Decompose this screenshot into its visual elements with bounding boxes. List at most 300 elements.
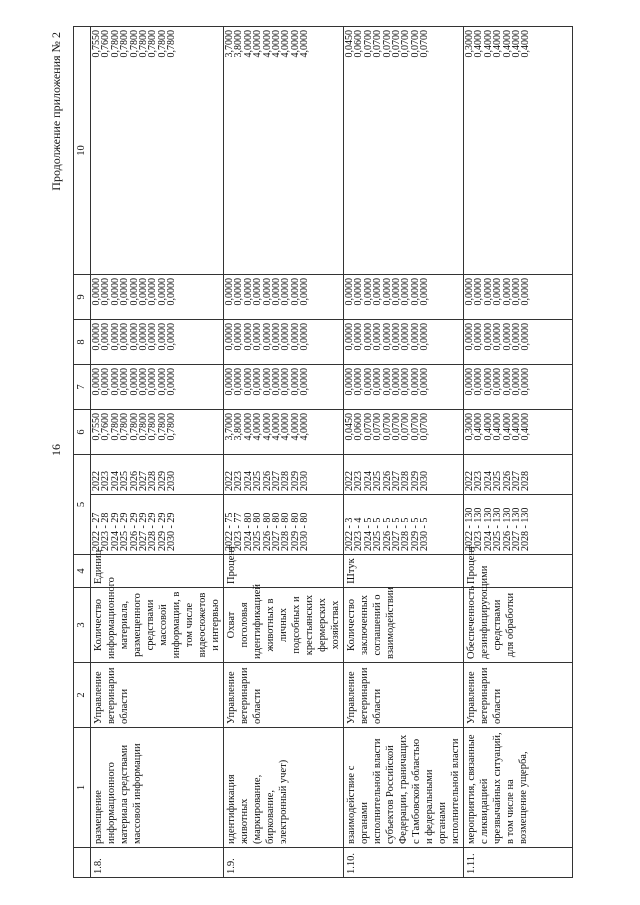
- header-cell-9: 9: [74, 275, 91, 320]
- values-col-9-line: 0,0000: [100, 278, 112, 306]
- values-col-10-line: 4,0000: [261, 30, 273, 58]
- values-col-8-line: 0,0000: [138, 323, 150, 351]
- values-col-6-line: 0,7800: [156, 413, 168, 441]
- years-list-line: 2026: [381, 471, 393, 491]
- values-col-10-line: 4,0000: [271, 30, 283, 58]
- years-list-line: 2024: [109, 471, 121, 491]
- table-row: [464, 27, 573, 878]
- values-col-6-line: 4,0000: [261, 413, 273, 441]
- target-values-line: 2025 - 130: [492, 507, 504, 551]
- header-cell-10: 10: [74, 27, 91, 275]
- values-col-7-line: 0,0000: [261, 368, 273, 396]
- values-col-6-line: 3,7000: [224, 413, 235, 441]
- target-values-line: 2025 - 5: [372, 517, 384, 551]
- values-col-8: [224, 320, 344, 365]
- values-col-6-line: 0,4000: [492, 413, 504, 441]
- values-col-6-line: 0,4000: [511, 413, 523, 441]
- values-col-8-line: 0,0000: [362, 323, 374, 351]
- values-col-7-line: 0,0000: [100, 368, 112, 396]
- values-col-8-line: 0,0000: [128, 323, 140, 351]
- target-values: [224, 495, 344, 555]
- values-col-10-line: 0,4000: [473, 30, 485, 58]
- values-col-8-line: 0,0000: [520, 323, 532, 351]
- values-col-7-line: 0,0000: [353, 368, 365, 396]
- values-col-7-line: 0,0000: [409, 368, 421, 396]
- values-col-10-line: 0,7800: [119, 30, 131, 58]
- values-col-7-line: 0,0000: [109, 368, 121, 396]
- values-col-10-line: 0,4000: [520, 30, 532, 58]
- values-col-10-line: 0,3000: [464, 30, 475, 58]
- values-col-9-line: 0,0000: [224, 278, 235, 306]
- target-values-line: 2023 - 130: [473, 507, 485, 551]
- values-col-8-line: 0,0000: [261, 323, 273, 351]
- values-col-9-line: 0,0000: [119, 278, 131, 306]
- values-col-7-line: 0,0000: [252, 368, 264, 396]
- years-list-line: 2022: [224, 471, 235, 491]
- indicator-name: Охват поголовья идентификацией животных в личных подсобных и крестьянских фермерских хозяйствах: [224, 588, 344, 663]
- years-list-line: 2028: [400, 471, 412, 491]
- values-col-8-line: 0,0000: [242, 323, 254, 351]
- values-col-9: [464, 275, 573, 320]
- years-list-line: 2025: [119, 471, 131, 491]
- target-values-line: 2024 - 5: [362, 517, 374, 551]
- values-col-10-line: 0,7800: [166, 30, 178, 58]
- values-col-10: [344, 27, 464, 275]
- target-values-line: 2027 - 130: [511, 507, 523, 551]
- target-values-line: 2029 - 5: [409, 517, 421, 551]
- values-col-6-line: 0,4000: [473, 413, 485, 441]
- header-cell-5: 5: [74, 455, 91, 555]
- activity-name: размещение информационного материала средствами массовой информации: [91, 728, 224, 848]
- values-col-9-line: 0,0000: [492, 278, 504, 306]
- values-col-10-line: 0,7800: [156, 30, 168, 58]
- target-values-line: 2022 - 3: [344, 517, 355, 551]
- values-col-10-line: 0,0700: [372, 30, 384, 58]
- activity-name: взаимодействие с органами исполнительной власти субъектов Российской Федерации, граничащих с Тамбовской областью и федеральными органами исполнительной власти: [344, 728, 464, 848]
- values-col-7-line: 0,0000: [372, 368, 384, 396]
- target-values-line: 2022 - 27: [91, 512, 102, 551]
- values-col-9-line: 0,0000: [271, 278, 283, 306]
- target-values-line: 2028 - 5: [400, 517, 412, 551]
- values-col-7-line: 0,0000: [511, 368, 523, 396]
- values-col-7-line: 0,0000: [501, 368, 513, 396]
- values-col-8-line: 0,0000: [271, 323, 283, 351]
- target-values-line: 2022 - 75: [224, 512, 235, 551]
- values-col-10-line: 4,0000: [289, 30, 301, 58]
- years-list-line: 2026: [501, 471, 513, 491]
- header-cell-7: 7: [74, 365, 91, 410]
- header-row: [74, 27, 91, 878]
- values-col-9-line: 0,0000: [299, 278, 311, 306]
- years-list-line: 2030: [299, 471, 311, 491]
- years-list-line: 2022: [344, 471, 355, 491]
- years-list-line: 2022: [91, 471, 102, 491]
- years-list-line: 2030: [166, 471, 178, 491]
- values-col-9-line: 0,0000: [109, 278, 121, 306]
- values-col-9-line: 0,0000: [501, 278, 513, 306]
- values-col-10-line: 0,0700: [400, 30, 412, 58]
- values-col-9: [91, 275, 224, 320]
- values-col-6-line: 0,3000: [464, 413, 475, 441]
- values-col-6-line: 0,0700: [419, 413, 431, 441]
- values-col-6: [224, 410, 344, 455]
- values-col-8-line: 0,0000: [492, 323, 504, 351]
- appendix-table: [73, 26, 573, 878]
- values-col-9: [344, 275, 464, 320]
- values-col-8-line: 0,0000: [482, 323, 494, 351]
- values-col-8-line: 0,0000: [299, 323, 311, 351]
- years-list: [344, 455, 464, 495]
- header-cell-8: 8: [74, 320, 91, 365]
- values-col-7-line: 0,0000: [473, 368, 485, 396]
- values-col-7-line: 0,0000: [381, 368, 393, 396]
- target-values-line: 2030 - 5: [419, 517, 431, 551]
- target-values-line: 2027 - 5: [391, 517, 403, 551]
- values-col-8-line: 0,0000: [344, 323, 355, 351]
- years-list-line: 2028: [147, 471, 159, 491]
- values-col-8-line: 0,0000: [381, 323, 393, 351]
- years-list-line: 2024: [482, 471, 494, 491]
- values-col-8-line: 0,0000: [511, 323, 523, 351]
- unit-of-measure: Штук: [344, 555, 464, 588]
- responsible-org: Управление ветеринарии области: [464, 663, 573, 728]
- row-number: 1.8.: [91, 848, 224, 878]
- values-col-9-line: 0,0000: [280, 278, 292, 306]
- values-col-8: [464, 320, 573, 365]
- values-col-9-line: 0,0000: [147, 278, 159, 306]
- values-col-10-line: 0,7800: [138, 30, 150, 58]
- values-col-7-line: 0,0000: [344, 368, 355, 396]
- values-col-7-line: 0,0000: [520, 368, 532, 396]
- values-col-9-line: 0,0000: [362, 278, 374, 306]
- values-col-10: [91, 27, 224, 275]
- row-number: 1.11.: [464, 848, 573, 878]
- values-col-8-line: 0,0000: [109, 323, 121, 351]
- values-col-10-line: 3,8000: [233, 30, 245, 58]
- table-row: [224, 27, 344, 878]
- years-list-line: 2023: [353, 471, 365, 491]
- target-values-line: 2026 - 130: [501, 507, 513, 551]
- years-list-line: 2022: [464, 471, 475, 491]
- values-col-7-line: 0,0000: [362, 368, 374, 396]
- values-col-6-line: 0,0700: [400, 413, 412, 441]
- values-col-7-line: 0,0000: [400, 368, 412, 396]
- years-list-line: 2025: [252, 471, 264, 491]
- target-values-line: 2029 - 29: [156, 512, 168, 551]
- values-col-7-line: 0,0000: [299, 368, 311, 396]
- values-col-8-line: 0,0000: [473, 323, 485, 351]
- values-col-8-line: 0,0000: [100, 323, 112, 351]
- values-col-10-line: 0,0600: [353, 30, 365, 58]
- values-col-10-line: 0,0700: [391, 30, 403, 58]
- values-col-10-line: 0,0450: [344, 30, 355, 58]
- values-col-8-line: 0,0000: [224, 323, 235, 351]
- page-number: 16: [49, 444, 63, 456]
- target-values-line: 2026 - 80: [261, 512, 273, 551]
- values-col-8-line: 0,0000: [289, 323, 301, 351]
- target-values-line: 2023 - 28: [100, 512, 112, 551]
- values-col-7-line: 0,0000: [138, 368, 150, 396]
- values-col-9-line: 0,0000: [511, 278, 523, 306]
- table-row: [344, 27, 464, 878]
- values-col-7: [224, 365, 344, 410]
- values-col-6-line: 0,7800: [128, 413, 140, 441]
- target-values-line: 2030 - 80: [299, 512, 311, 551]
- values-col-10-line: 4,0000: [280, 30, 292, 58]
- responsible-org: Управление ветеринарии области: [344, 663, 464, 728]
- values-col-7-line: 0,0000: [119, 368, 131, 396]
- values-col-7-line: 0,0000: [289, 368, 301, 396]
- values-col-7-line: 0,0000: [233, 368, 245, 396]
- values-col-8-line: 0,0000: [372, 323, 384, 351]
- header-cell-1: 1: [74, 728, 91, 848]
- target-values-line: 2025 - 80: [252, 512, 264, 551]
- values-col-6-line: 4,0000: [271, 413, 283, 441]
- values-col-10: [464, 27, 573, 275]
- values-col-9-line: 0,0000: [138, 278, 150, 306]
- values-col-10: [224, 27, 344, 275]
- years-list-line: 2027: [511, 471, 523, 491]
- values-col-8-line: 0,0000: [464, 323, 475, 351]
- indicator-name: Обеспеченность дезинфицирующими средствами для обработки: [464, 588, 573, 663]
- values-col-10-line: 0,0700: [409, 30, 421, 58]
- target-values-line: 2025 - 29: [119, 512, 131, 551]
- unit-of-measure: Процент: [224, 555, 344, 588]
- target-values-line: 2027 - 80: [271, 512, 283, 551]
- values-col-6-line: 0,4000: [520, 413, 532, 441]
- values-col-8: [91, 320, 224, 365]
- years-list-line: 2029: [409, 471, 421, 491]
- years-list-line: 2028: [280, 471, 292, 491]
- values-col-6-line: 0,0700: [381, 413, 393, 441]
- values-col-7-line: 0,0000: [280, 368, 292, 396]
- values-col-9-line: 0,0000: [464, 278, 475, 306]
- values-col-7: [344, 365, 464, 410]
- values-col-8-line: 0,0000: [166, 323, 178, 351]
- values-col-10-line: 0,4000: [501, 30, 513, 58]
- values-col-9-line: 0,0000: [242, 278, 254, 306]
- values-col-10-line: 0,7550: [91, 30, 102, 58]
- values-col-6: [464, 410, 573, 455]
- rotated-sheet: [45, 20, 610, 880]
- values-col-7-line: 0,0000: [128, 368, 140, 396]
- values-col-10-line: 4,0000: [299, 30, 311, 58]
- values-col-6-line: 0,7800: [109, 413, 121, 441]
- values-col-8-line: 0,0000: [409, 323, 421, 351]
- years-list-line: 2029: [156, 471, 168, 491]
- years-list-line: 2025: [372, 471, 384, 491]
- target-values-line: 2030 - 29: [166, 512, 178, 551]
- indicator-name: Количество заключенных соглашений о взаимодействии: [344, 588, 464, 663]
- values-col-9-line: 0,0000: [344, 278, 355, 306]
- values-col-6-line: 0,0600: [353, 413, 365, 441]
- values-col-8: [344, 320, 464, 365]
- values-col-6-line: 0,7800: [166, 413, 178, 441]
- values-col-7-line: 0,0000: [419, 368, 431, 396]
- values-col-8-line: 0,0000: [419, 323, 431, 351]
- responsible-org: Управление ветеринарии области: [224, 663, 344, 728]
- header-cell-spacer: [74, 848, 91, 878]
- values-col-7-line: 0,0000: [156, 368, 168, 396]
- values-col-9: [224, 275, 344, 320]
- header-cell-2: 2: [74, 663, 91, 728]
- values-col-9-line: 0,0000: [252, 278, 264, 306]
- values-col-8-line: 0,0000: [119, 323, 131, 351]
- values-col-7-line: 0,0000: [166, 368, 178, 396]
- target-values-line: 2028 - 130: [520, 507, 532, 551]
- values-col-9-line: 0,0000: [482, 278, 494, 306]
- row-number: 1.10.: [344, 848, 464, 878]
- values-col-6-line: 0,0450: [344, 413, 355, 441]
- years-list-line: 2029: [289, 471, 301, 491]
- values-col-6: [344, 410, 464, 455]
- values-col-6-line: 0,7800: [119, 413, 131, 441]
- years-list-line: 2023: [100, 471, 112, 491]
- years-list-line: 2028: [520, 471, 532, 491]
- years-list: [224, 455, 344, 495]
- target-values: [91, 495, 224, 555]
- values-col-10-line: 0,0700: [419, 30, 431, 58]
- values-col-7: [91, 365, 224, 410]
- indicator-name: Количество информационного материала, размещенного средствами массовой информации, в том числе видеосюжетов и интервью: [91, 588, 224, 663]
- target-values-line: 2027 - 29: [138, 512, 150, 551]
- header-cell-3: 3: [74, 588, 91, 663]
- years-list-line: 2024: [362, 471, 374, 491]
- values-col-8-line: 0,0000: [156, 323, 168, 351]
- values-col-9-line: 0,0000: [419, 278, 431, 306]
- values-col-8-line: 0,0000: [400, 323, 412, 351]
- values-col-10-line: 0,7600: [100, 30, 112, 58]
- activity-name: мероприятия, связанные с ликвидацией чрезвычайных ситуаций, в том числе на возмещение ущерба,: [464, 728, 573, 848]
- values-col-8-line: 0,0000: [147, 323, 159, 351]
- values-col-8-line: 0,0000: [280, 323, 292, 351]
- values-col-10-line: 4,0000: [252, 30, 264, 58]
- values-col-10-line: 0,0700: [381, 30, 393, 58]
- values-col-6-line: 0,7600: [100, 413, 112, 441]
- target-values-line: 2023 - 4: [353, 517, 365, 551]
- values-col-7-line: 0,0000: [391, 368, 403, 396]
- years-list: [91, 455, 224, 495]
- values-col-10-line: 0,4000: [482, 30, 494, 58]
- values-col-9-line: 0,0000: [372, 278, 384, 306]
- values-col-9-line: 0,0000: [391, 278, 403, 306]
- values-col-6-line: 4,0000: [252, 413, 264, 441]
- values-col-9-line: 0,0000: [289, 278, 301, 306]
- values-col-6-line: 0,0700: [409, 413, 421, 441]
- values-col-6-line: 4,0000: [299, 413, 311, 441]
- values-col-6-line: 0,4000: [501, 413, 513, 441]
- years-list-line: 2026: [261, 471, 273, 491]
- unit-of-measure: Процент: [464, 555, 573, 588]
- target-values-line: 2023 - 77: [233, 512, 245, 551]
- target-values-line: 2026 - 5: [381, 517, 393, 551]
- values-col-6-line: 4,0000: [242, 413, 254, 441]
- values-col-9-line: 0,0000: [400, 278, 412, 306]
- values-col-10-line: 3,7000: [224, 30, 235, 58]
- table-body: [91, 27, 573, 878]
- values-col-10-line: 0,7800: [109, 30, 121, 58]
- values-col-6-line: 0,7550: [91, 413, 102, 441]
- values-col-7-line: 0,0000: [224, 368, 235, 396]
- header-cell-6: 6: [74, 410, 91, 455]
- values-col-10-line: 0,0700: [362, 30, 374, 58]
- values-col-7-line: 0,0000: [482, 368, 494, 396]
- values-col-7-line: 0,0000: [492, 368, 504, 396]
- years-list-line: 2030: [419, 471, 431, 491]
- values-col-9-line: 0,0000: [261, 278, 273, 306]
- values-col-6-line: 3,8000: [233, 413, 245, 441]
- values-col-10-line: 0,4000: [492, 30, 504, 58]
- target-values: [464, 495, 573, 555]
- row-number: 1.9.: [224, 848, 344, 878]
- appendix-title: Продолжение приложения № 2: [49, 32, 63, 191]
- values-col-6-line: 0,4000: [482, 413, 494, 441]
- target-values-line: 2024 - 80: [242, 512, 254, 551]
- values-col-8-line: 0,0000: [501, 323, 513, 351]
- target-values-line: 2024 - 130: [482, 507, 494, 551]
- target-values-line: 2024 - 29: [109, 512, 121, 551]
- values-col-6-line: 0,0700: [372, 413, 384, 441]
- values-col-10-line: 0,4000: [511, 30, 523, 58]
- values-col-7-line: 0,0000: [271, 368, 283, 396]
- values-col-9-line: 0,0000: [473, 278, 485, 306]
- target-values-line: 2022 - 130: [464, 507, 475, 551]
- values-col-9-line: 0,0000: [128, 278, 140, 306]
- years-list-line: 2025: [492, 471, 504, 491]
- values-col-6-line: 0,0700: [391, 413, 403, 441]
- values-col-8-line: 0,0000: [233, 323, 245, 351]
- values-col-9-line: 0,0000: [91, 278, 102, 306]
- responsible-org: Управление ветеринарии области: [91, 663, 224, 728]
- unit-of-measure: Единиц: [91, 555, 224, 588]
- values-col-6-line: 0,0700: [362, 413, 374, 441]
- values-col-10-line: 0,7800: [147, 30, 159, 58]
- years-list-line: 2023: [233, 471, 245, 491]
- values-col-10-line: 0,7800: [128, 30, 140, 58]
- values-col-9-line: 0,0000: [409, 278, 421, 306]
- values-col-7: [464, 365, 573, 410]
- values-col-6-line: 0,7800: [147, 413, 159, 441]
- activity-name: идентификация животных (маркирование, биркование, электронный учет): [224, 728, 344, 848]
- values-col-9-line: 0,0000: [520, 278, 532, 306]
- values-col-9-line: 0,0000: [156, 278, 168, 306]
- values-col-6-line: 0,7800: [138, 413, 150, 441]
- target-values-line: 2028 - 80: [280, 512, 292, 551]
- header-cell-4: 4: [74, 555, 91, 588]
- years-list-line: 2027: [391, 471, 403, 491]
- values-col-8-line: 0,0000: [391, 323, 403, 351]
- values-col-8-line: 0,0000: [353, 323, 365, 351]
- years-list-line: 2027: [271, 471, 283, 491]
- values-col-6: [91, 410, 224, 455]
- years-list-line: 2024: [242, 471, 254, 491]
- values-col-10-line: 4,0000: [242, 30, 254, 58]
- target-values: [344, 495, 464, 555]
- target-values-line: 2029 - 80: [289, 512, 301, 551]
- values-col-6-line: 4,0000: [289, 413, 301, 441]
- table-row: [91, 27, 224, 878]
- values-col-7-line: 0,0000: [91, 368, 102, 396]
- values-col-9-line: 0,0000: [353, 278, 365, 306]
- years-list: [464, 455, 573, 495]
- target-values-line: 2026 - 29: [128, 512, 140, 551]
- values-col-8-line: 0,0000: [91, 323, 102, 351]
- values-col-8-line: 0,0000: [252, 323, 264, 351]
- values-col-7-line: 0,0000: [242, 368, 254, 396]
- years-list-line: 2027: [138, 471, 150, 491]
- target-values-line: 2028 - 29: [147, 512, 159, 551]
- values-col-7-line: 0,0000: [464, 368, 475, 396]
